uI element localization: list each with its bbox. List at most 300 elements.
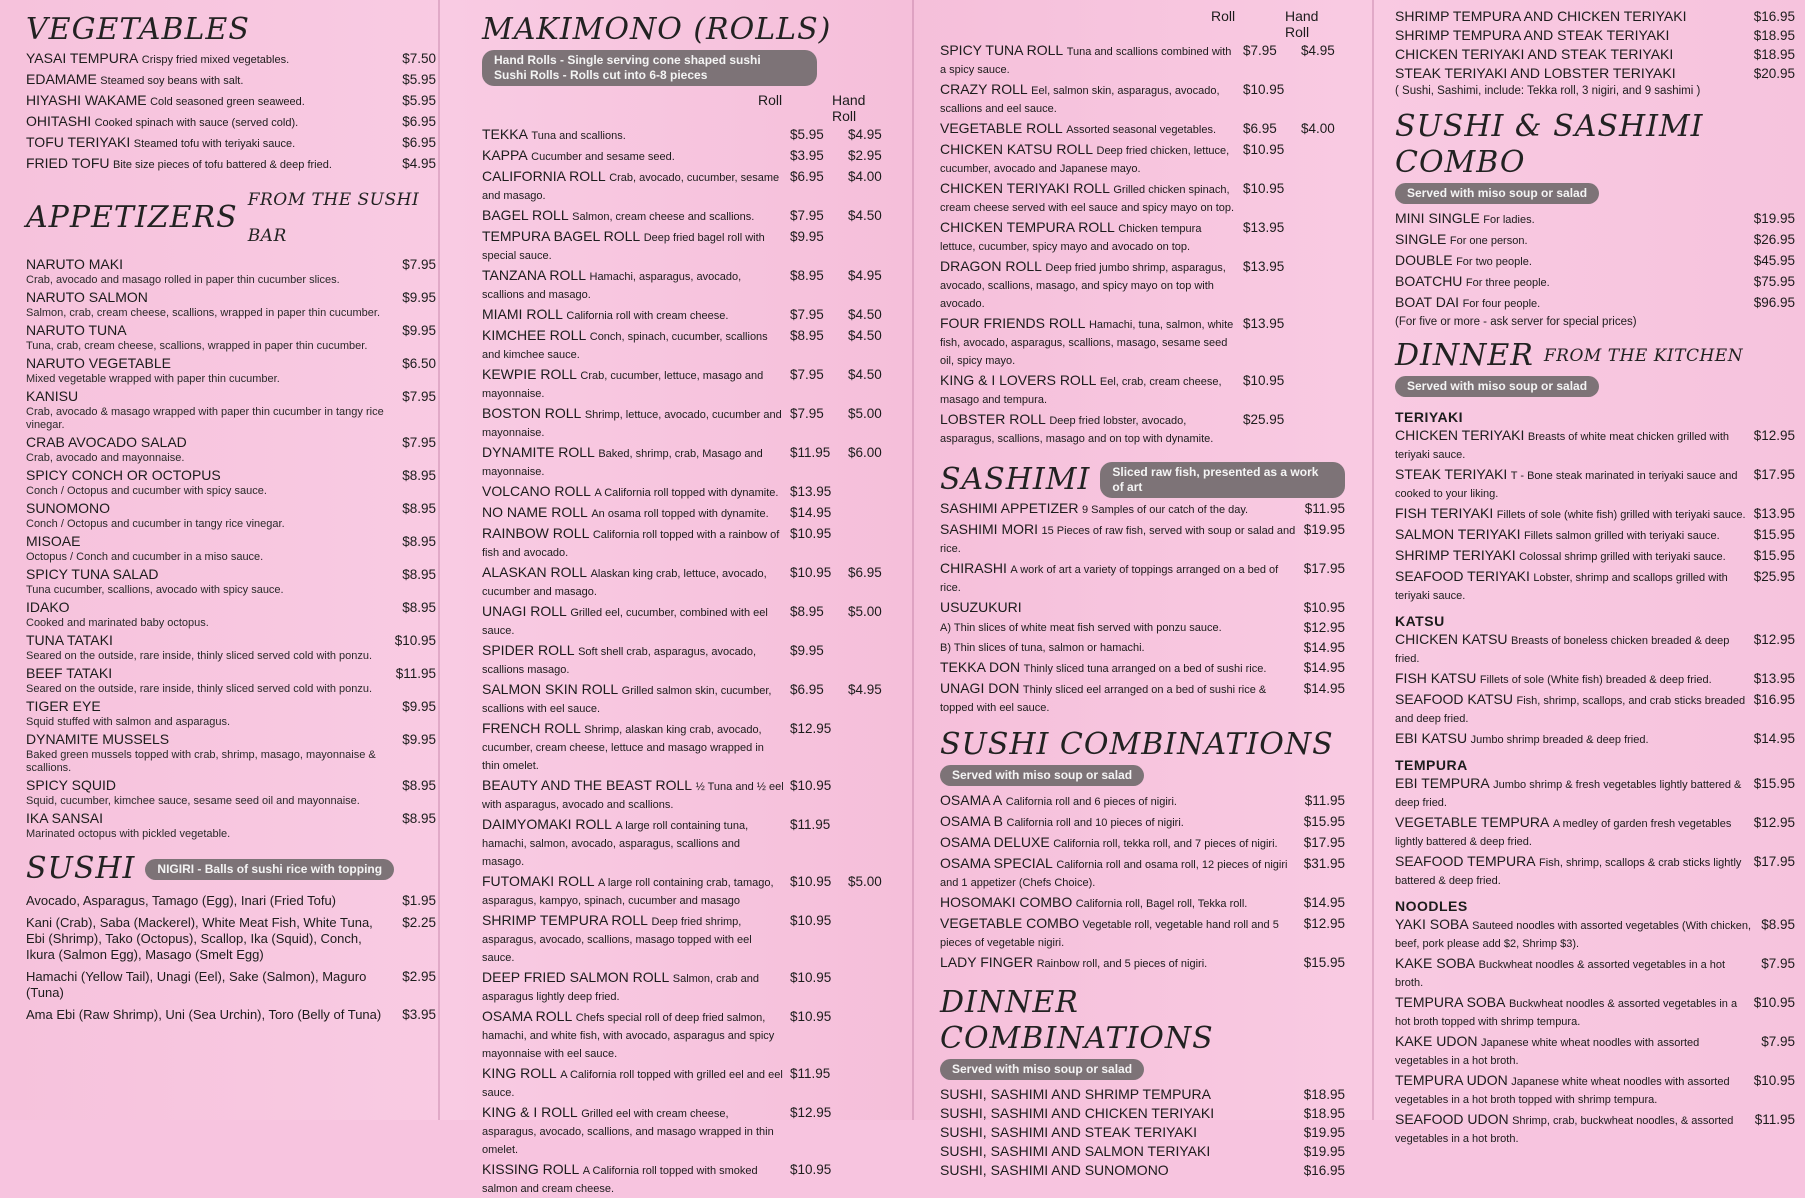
roll-price: $10.95 — [790, 874, 832, 889]
menu-item-name: YASAI TEMPURA — [26, 50, 139, 66]
fold-line — [438, 0, 440, 1120]
roll-desc: Tuna and scallions. — [531, 130, 626, 142]
menu-item-desc: A medley of garden fresh vegetables lightly battered & deep fried. — [1395, 818, 1732, 848]
menu-item-text — [26, 698, 402, 729]
roll-desc: Grilled eel, cucumber, combined with eel sauce. — [482, 607, 768, 637]
menu-item-desc: Crab, avocado and masago rolled in paper thin cucumber slices. — [26, 274, 340, 286]
menu-item-name: USUZUKURI — [940, 599, 1022, 615]
roll-item-text — [482, 603, 790, 640]
menu-item — [1395, 916, 1795, 953]
roll-item — [482, 603, 892, 640]
roll-item — [482, 126, 892, 145]
roll-prices — [1243, 141, 1345, 158]
menu-item-name: EBI TEMPURA — [1395, 775, 1490, 791]
hand-roll-price: $6.95 — [848, 565, 882, 580]
menu-item-price: $5.95 — [402, 93, 436, 108]
menu-item-name: NARUTO VEGETABLE — [26, 355, 171, 371]
roll-item — [482, 720, 892, 775]
roll-item — [482, 816, 892, 871]
menu-item-text — [26, 434, 402, 465]
roll-item — [482, 267, 892, 304]
roll-prices — [1243, 180, 1345, 197]
roll-desc: Salmon, crab and asparagus lightly deep fried. — [482, 973, 759, 1003]
roll-item-text — [482, 564, 790, 601]
menu-item — [940, 834, 1345, 853]
menu-item-price: $14.95 — [1753, 731, 1795, 746]
menu-item — [26, 533, 436, 564]
roll-name: CHICKEN TEMPURA ROLL — [940, 219, 1115, 235]
menu-item-name: CHIRASHI — [940, 560, 1007, 576]
roll-item — [482, 504, 892, 523]
roll-price: $10.95 — [1243, 181, 1285, 196]
menu-item — [940, 894, 1345, 913]
menu-item — [1395, 273, 1795, 292]
roll-name: DAIMYOMAKI ROLL — [482, 816, 612, 832]
menu-item-desc: For four people. — [1462, 298, 1541, 310]
roll-item-text — [482, 444, 790, 481]
roll-prices — [790, 969, 892, 986]
nigiri-row — [26, 893, 436, 909]
sushi-nigiri-list — [26, 893, 436, 1023]
roll-item — [940, 258, 1345, 313]
menu-item-text — [26, 50, 402, 69]
menu-item-name: OSAMA B — [940, 813, 1004, 829]
menu-item — [940, 915, 1345, 952]
menu-item-name: UNAGI DON — [940, 680, 1020, 696]
roll-desc: Crab, avocado, cucumber, sesame and masago. — [482, 172, 780, 202]
roll-price: $13.95 — [790, 484, 832, 499]
menu-item — [940, 560, 1345, 597]
roll-column-headers — [482, 92, 890, 124]
section-title-dinner — [1395, 338, 1795, 374]
roll-price: $14.95 — [790, 505, 832, 520]
roll-prices — [790, 147, 892, 164]
menu-item-desc: Seared on the outside, rare inside, thinly sliced served cold with ponzu. — [26, 683, 373, 695]
menu-item-price: $4.95 — [402, 156, 436, 171]
menu-item — [26, 632, 436, 663]
roll-prices — [1243, 372, 1345, 389]
menu-item — [26, 134, 436, 153]
roll-price: $6.95 — [790, 682, 824, 697]
roll-desc: Deep fried lobster, avocado, asparagus, scallions, masago and on top with dynamite. — [940, 415, 1214, 445]
roll-item — [940, 180, 1345, 217]
menu-item-name: SEAFOOD TERIYAKI — [1395, 568, 1530, 584]
menu-item — [1395, 730, 1795, 749]
roll-name: KISSING ROLL — [482, 1161, 580, 1177]
roll-item-text — [940, 315, 1243, 370]
roll-desc: Chicken tempura lettuce, cucumber, spicy mayo and avocado on top. — [940, 223, 1202, 253]
roll-prices — [1243, 219, 1345, 236]
sushi-combos-pill: Served with miso soup or salad — [940, 765, 1144, 786]
menu-item-name: NARUTO MAKI — [26, 256, 123, 272]
menu-item-price: $14.95 — [1303, 640, 1345, 655]
dinner-combos-note: ( Sushi, Sashimi, include: Tekka roll, 3 nigiri, and 9 sashimi ) — [1395, 85, 1701, 97]
menu-item-desc: Fillets of sole (white fish) grilled with teriyaki sauce. — [1496, 509, 1746, 521]
menu-item-price: $9.95 — [402, 323, 436, 338]
menu-item-price: $12.95 — [1303, 916, 1345, 931]
menu-item-desc: Cold seasoned green seaweed. — [150, 96, 305, 108]
roll-price: $7.95 — [790, 307, 824, 322]
menu-item-text — [26, 665, 396, 696]
roll-price: $7.95 — [790, 367, 824, 382]
dinner-combos-title: DINNER COMBINATIONS — [940, 985, 1214, 1056]
roll-prices — [790, 405, 892, 422]
menu-item-desc: Thinly sliced tuna arranged on a bed of sushi rice. — [1023, 663, 1267, 675]
roll-item — [482, 681, 892, 718]
fold-line — [1372, 0, 1374, 1120]
roll-prices — [790, 327, 892, 344]
roll-item — [940, 141, 1345, 178]
menu-item-desc: Salmon, crab, cream cheese, scallions, wrapped in paper thin cucumber. — [26, 307, 381, 319]
menu-item-desc: For three people. — [1465, 277, 1550, 289]
menu-item-desc: Crab, avocado & masago wrapped with paper thin cucumber in tangy rice vinegar. — [26, 406, 384, 431]
combo-price: $18.95 — [1753, 47, 1795, 62]
menu-item-text — [1395, 775, 1754, 812]
combo-item — [940, 1143, 1345, 1160]
menu-item — [940, 813, 1345, 832]
roll-item — [482, 327, 892, 364]
menu-item-name: SPICY CONCH OR OCTOPUS — [26, 467, 221, 483]
roll-price: $3.95 — [790, 148, 824, 163]
menu-item-text — [1395, 547, 1754, 566]
hand-roll-price: $6.00 — [848, 445, 882, 460]
hand-roll-price — [1301, 81, 1345, 98]
roll-price: $10.95 — [790, 778, 832, 793]
menu-item-name: FISH KATSU — [1395, 670, 1477, 686]
menu-item-name: MINI SINGLE — [1395, 210, 1480, 226]
menu-item — [1395, 691, 1795, 728]
roll-header: Roll — [1211, 8, 1236, 24]
roll-price: $10.95 — [1243, 82, 1285, 97]
menu-item — [26, 50, 436, 69]
menu-item — [26, 113, 436, 132]
menu-item-desc: Japanese white wheat noodles with assorted vegetables in a hot broth topped with shrimp tempura. — [1395, 1076, 1730, 1106]
roll-desc: Baked, shrimp, crab, Masago and mayonnaise. — [482, 448, 763, 478]
combo-item — [1395, 46, 1795, 63]
vegetables-list — [26, 50, 436, 174]
roll-price: $8.95 — [790, 604, 824, 619]
roll-prices — [790, 525, 892, 542]
menu-item — [26, 388, 436, 432]
menu-item-desc: Cooked spinach with sauce (served cold). — [94, 117, 299, 129]
roll-price: $25.95 — [1243, 412, 1285, 427]
menu-item-name: DYNAMITE MUSSELS — [26, 731, 170, 747]
roll-desc: Eel, salmon skin, asparagus, avocado, scallions and eel sauce. — [940, 85, 1220, 115]
menu-item-desc: Conch / Octopus and cucumber in tangy rice vinegar. — [26, 518, 285, 530]
roll-desc: Deep fried chicken, lettuce, cucumber, avocado and Japanese mayo. — [940, 145, 1230, 175]
roll-item-text — [482, 525, 790, 562]
roll-price: $5.95 — [790, 127, 824, 142]
roll-prices — [790, 504, 892, 521]
menu-item-desc: Marinated octopus with pickled vegetable. — [26, 828, 231, 840]
menu-item-text — [26, 388, 402, 432]
menu-item-text — [1395, 853, 1754, 890]
menu-item-text — [940, 954, 1304, 973]
roll-prices — [790, 1161, 892, 1178]
roll-name: TANZANA ROLL — [482, 267, 586, 283]
menu-item — [1395, 547, 1795, 566]
menu-item-text — [940, 915, 1304, 952]
menu-item-price: $31.95 — [1303, 856, 1345, 871]
hand-roll-price: $4.50 — [848, 208, 882, 223]
menu-item-price: $5.95 — [402, 72, 436, 87]
roll-item — [482, 1104, 892, 1159]
menu-item — [940, 855, 1345, 892]
rolls-info-pill — [482, 50, 817, 86]
hand-roll-price: $5.00 — [848, 604, 882, 619]
combo-price: $18.95 — [1753, 28, 1795, 43]
menu-item-price: $17.95 — [1303, 835, 1345, 850]
roll-item — [940, 372, 1345, 409]
roll-desc: Deep fried jumbo shrimp, asparagus, avocado, scallions, masago, and spicy mayo on top with avocado. — [940, 262, 1226, 310]
roll-item-text — [482, 912, 790, 967]
menu-item — [940, 792, 1345, 811]
menu-item-desc: Conch / Octopus and cucumber with spicy sauce. — [26, 485, 267, 497]
menu-item-desc: Colossal shrimp grilled with teriyaki sauce. — [1519, 551, 1726, 563]
menu-item-desc: Fillets salmon grilled with teriyaki sauce. — [1524, 530, 1720, 542]
roll-desc: Crab, cucumber, lettuce, masago and mayonnaise. — [482, 370, 764, 400]
combo-name: SUSHI, SASHIMI AND STEAK TERIYAKI — [940, 1124, 1197, 1140]
combo-name: SUSHI, SASHIMI AND SUNOMONO — [940, 1162, 1169, 1178]
roll-name: CALIFORNIA ROLL — [482, 168, 606, 184]
menu-item — [1395, 252, 1795, 271]
menu-item-name: TIGER EYE — [26, 698, 101, 714]
nigiri-price: $2.95 — [402, 969, 436, 984]
roll-item-text — [482, 405, 790, 442]
menu-item-name: OSAMA DELUXE — [940, 834, 1050, 850]
roll-name: TEMPURA BAGEL ROLL — [482, 228, 641, 244]
roll-desc: Grilled salmon skin, cucumber, scallions with eel sauce. — [482, 685, 772, 715]
roll-price: $7.95 — [790, 208, 824, 223]
menu-item-price: $10.95 — [1753, 995, 1795, 1010]
menu-item-name: KANISU — [26, 388, 79, 404]
menu-item-name: FISH TERIYAKI — [1395, 505, 1494, 521]
menu-item — [940, 659, 1345, 678]
roll-desc: A California roll topped with smoked salmon and cream cheese. — [482, 1165, 758, 1195]
menu-item — [940, 639, 1345, 657]
menu-item-price: $8.95 — [402, 811, 436, 826]
roll-name: KIMCHEE ROLL — [482, 327, 587, 343]
menu-item-text — [26, 289, 402, 320]
roll-prices — [790, 873, 892, 890]
menu-item-name: VEGETABLE COMBO — [940, 915, 1079, 931]
hand-roll-price: $4.95 — [848, 127, 882, 142]
roll-item-text — [940, 372, 1243, 409]
hand-roll-price: $4.95 — [848, 268, 882, 283]
roll-desc: California roll with cream cheese. — [566, 310, 729, 322]
roll-desc: Alaskan king crab, lettuce, avocado, cucumber and masago. — [482, 568, 767, 598]
menu-item-text — [1395, 466, 1754, 503]
menu-item-name: DOUBLE — [1395, 252, 1453, 268]
hand-roll-price — [1301, 372, 1345, 389]
menu-item-text — [940, 639, 1304, 657]
menu-item-price: $12.95 — [1753, 632, 1795, 647]
roll-desc: Assorted seasonal vegetables. — [1066, 124, 1217, 136]
nigiri-row — [26, 969, 436, 1001]
sashimi-title: SASHIMI — [940, 462, 1091, 497]
roll-name: DEEP FRIED SALMON ROLL — [482, 969, 670, 985]
menu-item-price: $7.95 — [1761, 956, 1795, 971]
roll-item-text — [482, 681, 790, 718]
roll-desc: California roll topped with a rainbow of fish and avocado. — [482, 529, 780, 559]
tempura-list — [1395, 775, 1795, 890]
menu-item — [26, 566, 436, 597]
hand-roll-price — [1301, 180, 1345, 197]
rolls-continued-list — [940, 42, 1345, 448]
menu-item — [940, 954, 1345, 973]
menu-item-name: HOSOMAKI COMBO — [940, 894, 1073, 910]
roll-price: $10.95 — [790, 1009, 832, 1024]
roll-prices — [790, 126, 892, 143]
combo-name: SUSHI, SASHIMI AND SALMON TERIYAKI — [940, 1143, 1211, 1159]
hand-roll-price — [1301, 141, 1345, 158]
menu-item-text — [1395, 1072, 1754, 1109]
roll-item-text — [482, 126, 790, 145]
roll-desc: Shrimp, lettuce, avocado, cucumber and mayonnaise. — [482, 409, 782, 439]
roll-prices — [790, 1065, 892, 1082]
menu-column-4 — [1395, 6, 1795, 1145]
fold-line — [912, 0, 914, 1120]
roll-prices — [790, 366, 892, 383]
hand-roll-price: $4.95 — [1301, 43, 1335, 58]
roll-item — [482, 1161, 892, 1198]
roll-name: FOUR FRIENDS ROLL — [940, 315, 1086, 331]
roll-item — [482, 483, 892, 502]
roll-prices — [790, 1008, 892, 1025]
combo-price: $18.95 — [1303, 1106, 1345, 1121]
menu-item-text — [1395, 273, 1754, 292]
roll-prices — [790, 207, 892, 224]
menu-item-text — [1395, 526, 1754, 545]
nigiri-text: Avocado, Asparagus, Tamago (Egg), Inari (Fried Tofu) — [26, 893, 337, 908]
section-title-sushi-combos — [940, 727, 1345, 763]
menu-item-name: NARUTO TUNA — [26, 322, 127, 338]
roll-prices — [790, 816, 892, 833]
menu-item-price: $15.95 — [1303, 814, 1345, 829]
menu-item-price: $14.95 — [1303, 681, 1345, 696]
menu-item-name: SPICY SQUID — [26, 777, 116, 793]
nigiri-price: $1.95 — [402, 893, 436, 908]
menu-item-desc: T - Bone steak marinated in teriyaki sauce and cooked to your liking. — [1395, 470, 1738, 500]
nigiri-price: $2.25 — [402, 915, 436, 930]
menu-item-price: $19.95 — [1753, 211, 1795, 226]
roll-item-text — [482, 483, 790, 502]
roll-name: FUTOMAKI ROLL — [482, 873, 595, 889]
dinner-subtitle: FROM THE KITCHEN — [1543, 346, 1744, 366]
combo-name: SHRIMP TEMPURA AND CHICKEN TERIYAKI — [1395, 8, 1687, 24]
menu-item — [1395, 1072, 1795, 1109]
menu-item-price: $15.95 — [1753, 548, 1795, 563]
makimono-title: MAKIMONO (ROLLS) — [482, 12, 832, 47]
teriyaki-label: TERIYAKI — [1395, 409, 1464, 425]
roll-desc: Shrimp, alaskan king crab, avocado, cucumber, cream cheese, lettuce and masago wrapped in thin omelet. — [482, 724, 764, 772]
menu-item-name: TEKKA DON — [940, 659, 1021, 675]
menu-item-price: $8.95 — [402, 600, 436, 615]
menu-item — [1395, 994, 1795, 1031]
menu-item — [26, 92, 436, 111]
hand-roll-price — [848, 816, 892, 833]
roll-price: $9.95 — [790, 229, 824, 244]
menu-item-name: LADY FINGER — [940, 954, 1034, 970]
combo-item — [940, 1124, 1345, 1141]
menu-item-desc: For ladies. — [1483, 214, 1535, 226]
section-title-sashimi — [940, 462, 1345, 498]
combo-price: $16.95 — [1753, 9, 1795, 24]
menu-item-text — [26, 113, 402, 132]
menu-item-name: SASHIMI MORI — [940, 521, 1039, 537]
roll-name: CHICKEN KATSU ROLL — [940, 141, 1093, 157]
roll-name: CRAZY ROLL — [940, 81, 1028, 97]
menu-item-text — [940, 680, 1304, 717]
menu-item — [26, 500, 436, 531]
menu-item-name: CRAB AVOCADO SALAD — [26, 434, 187, 450]
hand-roll-price — [848, 777, 892, 794]
menu-item-name: SASHIMI APPETIZER — [940, 500, 1079, 516]
roll-name: SHRIMP TEMPURA ROLL — [482, 912, 648, 928]
nigiri-text: Kani (Crab), Saba (Mackerel), White Meat Fish, White Tuna, Ebi (Shrimp), Tako (Octopus), Scallop, Ika (Squid), Conch, Ikura (Salmon Egg), Masago (Smelt Egg) — [26, 915, 373, 962]
hand-roll-price: $4.00 — [848, 169, 882, 184]
menu-item-text — [1395, 1111, 1755, 1148]
roll-price: $11.95 — [790, 817, 831, 832]
menu-item-desc: Mixed vegetable wrapped with paper thin cucumber. — [26, 373, 280, 385]
roll-name: OSAMA ROLL — [482, 1008, 573, 1024]
menu-item-price: $7.95 — [402, 389, 436, 404]
nigiri-row — [26, 915, 436, 963]
hand-roll-header: Hand Roll — [1285, 8, 1319, 40]
roll-desc: A California roll topped with dynamite. — [594, 487, 779, 499]
menu-item-price: $9.95 — [402, 290, 436, 305]
menu-item-desc: Vegetable roll, vegetable hand roll and 5 pieces of vegetable nigiri. — [940, 919, 1279, 949]
roll-desc: Salmon, cream cheese and scallions. — [572, 211, 755, 223]
roll-header: Roll — [758, 92, 783, 108]
roll-item — [482, 366, 892, 403]
combo-price: $16.95 — [1303, 1163, 1345, 1178]
menu-item — [940, 500, 1345, 519]
menu-item-name: STEAK TERIYAKI — [1395, 466, 1508, 482]
menu-item-price: $6.95 — [402, 135, 436, 150]
menu-item — [26, 355, 436, 386]
menu-item — [26, 665, 436, 696]
roll-price: $10.95 — [790, 526, 832, 541]
menu-item-desc: Baked green mussels topped with crab, shrimp, masago, mayonnaise & scallions. — [26, 749, 376, 774]
menu-item-name: EBI KATSU — [1395, 730, 1468, 746]
menu-item-price: $10.95 — [1303, 600, 1345, 615]
roll-prices — [790, 306, 892, 323]
roll-item-text — [940, 411, 1243, 448]
makimono-list — [482, 126, 892, 1198]
menu-item-name: KAKE UDON — [1395, 1033, 1478, 1049]
dinner-combos-list — [940, 1086, 1345, 1179]
roll-item — [482, 228, 892, 265]
menu-item — [940, 521, 1345, 558]
roll-item-text — [482, 720, 790, 775]
menu-item-text — [1395, 691, 1754, 728]
menu-item-price: $11.95 — [1754, 1112, 1795, 1127]
menu-item-price: $7.95 — [402, 435, 436, 450]
combo-item — [1395, 65, 1795, 82]
nigiri-row — [26, 1007, 436, 1023]
menu-item-price: $9.95 — [402, 699, 436, 714]
dinner-combos-pill: Served with miso soup or salad — [940, 1059, 1144, 1080]
roll-desc: Hamachi, asparagus, avocado, scallions and masago. — [482, 271, 742, 301]
menu-item-price: $7.50 — [402, 51, 436, 66]
menu-item-price: $25.95 — [1753, 569, 1795, 584]
menu-item-text — [940, 560, 1304, 597]
menu-item-price: $12.95 — [1303, 620, 1345, 635]
roll-item — [482, 642, 892, 679]
roll-item — [482, 207, 892, 226]
sushi-sashimi-combo-pill: Served with miso soup or salad — [1395, 183, 1599, 204]
